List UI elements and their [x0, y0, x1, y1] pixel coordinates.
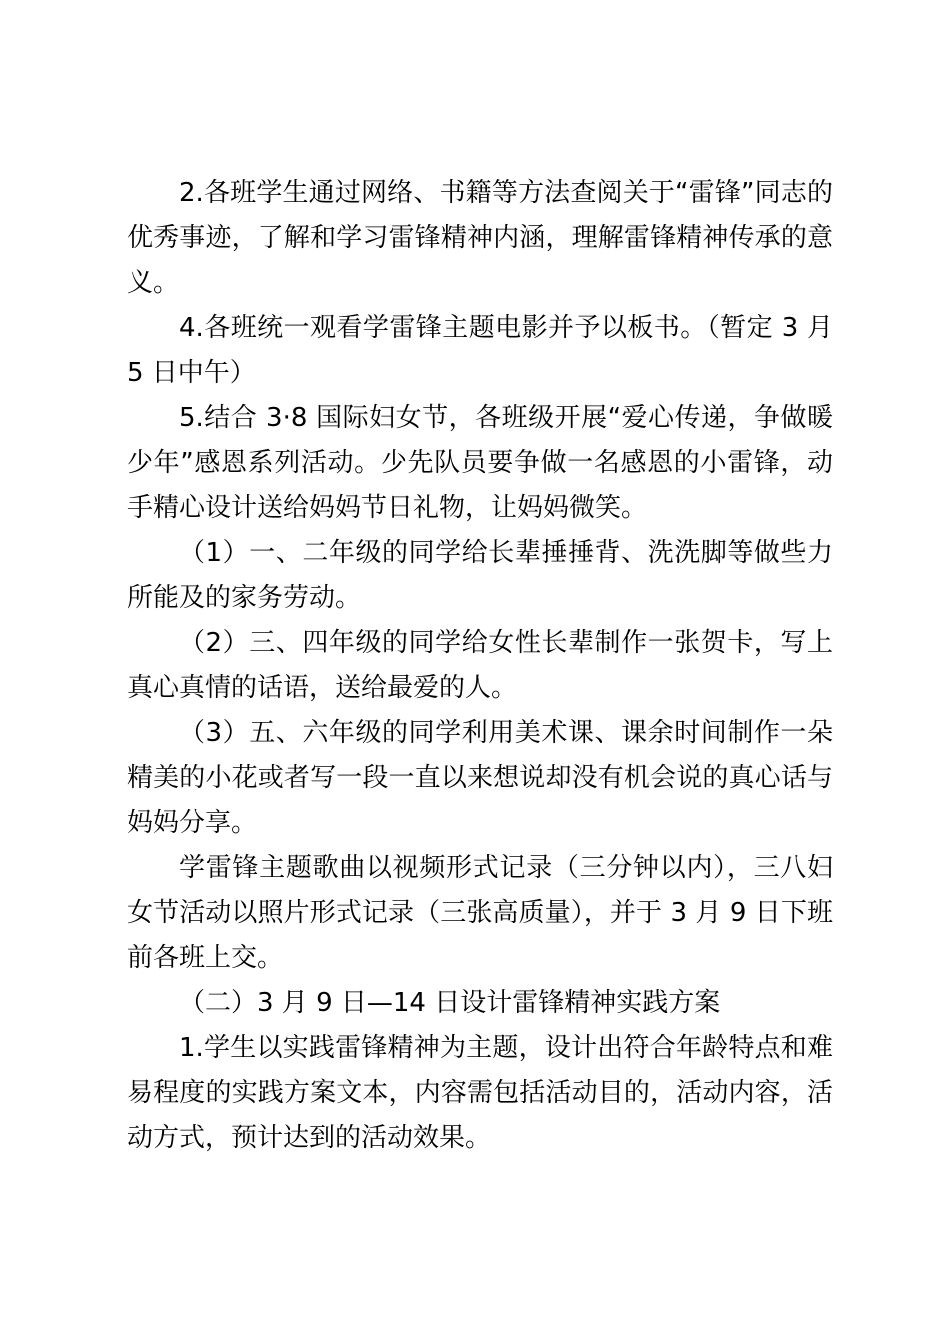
paragraph-grade-1-2: （1）一、二年级的同学给长辈捶捶背、洗洗脚等做些力所能及的家务劳动。	[127, 538, 833, 613]
paragraph-watch-movie: 4.各班统一观看学雷锋主题电影并予以板书。（暂定 3 月 5 日中午）	[127, 313, 833, 388]
paragraph-practice-plan: 1.学生以实践雷锋精神为主题，设计出符合年龄特点和难易程度的实践方案文本，内容需包括活动目的，活动内容，活动方式，预计达到的活动效果。	[127, 1033, 833, 1153]
paragraph-grade-3-4: （2）三、四年级的同学给女性长辈制作一张贺卡，写上真心真情的话语，送给最爱的人。	[127, 628, 833, 703]
paragraph-submission: 学雷锋主题歌曲以视频形式记录（三分钟以内），三八妇女节活动以照片形式记录（三张高质量），并于 3 月 9 日下班前各班上交。	[127, 853, 833, 973]
paragraph-research-lei-feng: 2.各班学生通过网络、书籍等方法查阅关于“雷锋”同志的优秀事迹，了解和学习雷锋精神内涵，理解雷锋精神传承的意义。	[127, 178, 833, 298]
paragraph-grade-5-6: （3）五、六年级的同学利用美术课、课余时间制作一朵精美的小花或者写一段一直以来想说却没有机会说的真心话与妈妈分享。	[127, 718, 833, 838]
paragraph-womens-day-activity: 5.结合 3·8 国际妇女节，各班级开展“爱心传递，争做暖少年”感恩系列活动。少先队员要争做一名感恩的小雷锋，动手精心设计送给妈妈节日礼物，让妈妈微笑。	[127, 403, 833, 523]
section-heading-practice-plan: （二）3 月 9 日—14 日设计雷锋精神实践方案	[179, 988, 721, 1018]
document-page	[127, 171, 833, 1161]
